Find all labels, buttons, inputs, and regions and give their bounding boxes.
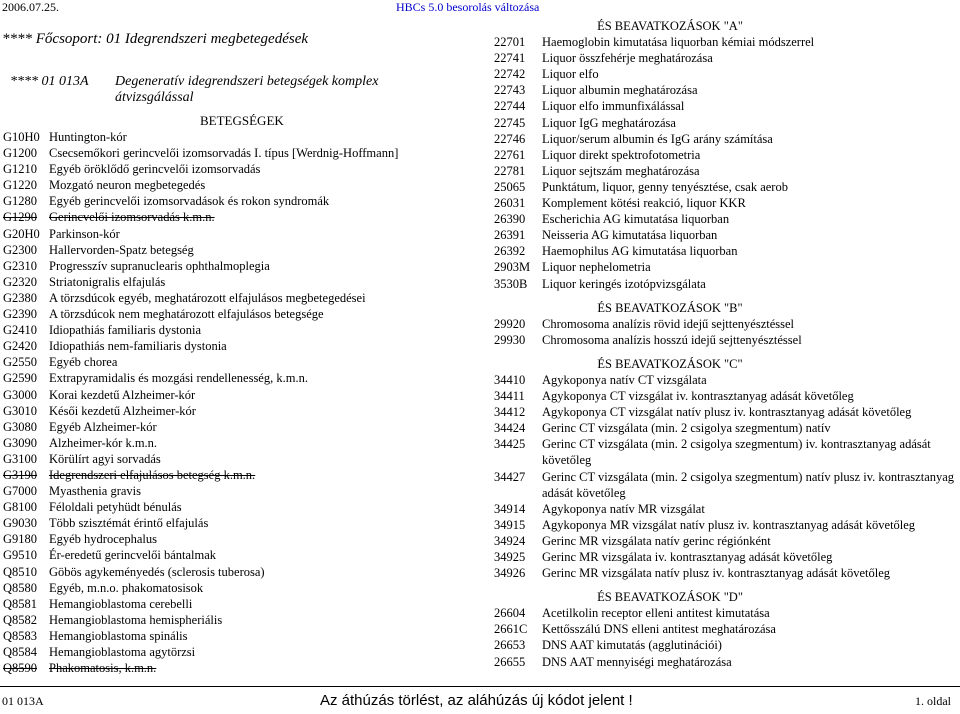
intervention-code: 26604 xyxy=(494,606,526,621)
disease-code: G2590 xyxy=(3,371,38,386)
intervention-description: Liquor direkt spektrofotometria xyxy=(542,147,701,162)
disease-code: G3010 xyxy=(3,403,38,418)
disease-code: G9180 xyxy=(3,532,38,547)
intervention-row xyxy=(494,66,960,82)
disease-row xyxy=(3,322,398,338)
intervention-code: 26392 xyxy=(494,244,526,259)
disease-row-deleted xyxy=(3,209,398,225)
intervention-code: 34425 xyxy=(494,437,526,452)
intervention-code: 26390 xyxy=(494,212,526,227)
intervention-code: 3530B xyxy=(494,276,528,291)
disease-code: G2300 xyxy=(3,242,38,257)
intervention-row xyxy=(494,332,960,348)
disease-code: G1210 xyxy=(3,162,38,177)
intervention-row xyxy=(494,147,960,163)
intervention-code: 26391 xyxy=(494,228,526,243)
disease-description: Hemangioblastoma spinális xyxy=(49,628,188,643)
intervention-description: Liquor keringés izotópvizsgálata xyxy=(542,276,706,291)
disease-code: G2390 xyxy=(3,307,38,322)
intervention-code: 22744 xyxy=(494,99,526,114)
intervention-section-heading: ÉS BEAVATKOZÁSOK "D" xyxy=(597,590,743,605)
disease-description: Idiopathiás familiaris dystonia xyxy=(49,323,202,338)
disease-row xyxy=(3,354,398,370)
disease-row xyxy=(3,403,398,419)
disease-code: G7000 xyxy=(3,484,38,499)
intervention-code: 29930 xyxy=(494,332,526,347)
disease-description: Idiopathiás nem-familiaris dystonia xyxy=(49,339,227,354)
disease-description: Progresszív supranuclearis ophthalmoplegia xyxy=(49,258,270,273)
disease-row xyxy=(3,531,398,547)
disease-code: G9510 xyxy=(3,548,38,563)
disease-description: Idegrendszeri elfajulásos betegség k.m.n. xyxy=(49,467,256,482)
disease-code: G10H0 xyxy=(3,130,40,144)
disease-row xyxy=(3,612,398,628)
intervention-description: Liquor sejtszám meghatározása xyxy=(542,163,700,178)
intervention-description: Gerinc MR vizsgálata iv. kontrasztanyag adását követőleg xyxy=(542,550,833,564)
disease-row xyxy=(3,129,398,145)
disease-row xyxy=(3,499,398,515)
diseases-heading: BETEGSÉGEK xyxy=(200,113,284,128)
intervention-description: Gerinc MR vizsgálata natív plusz iv. kontrasztanyag adását követőleg xyxy=(542,566,891,581)
disease-code: Q8510 xyxy=(3,564,38,579)
disease-code: G8100 xyxy=(3,500,38,515)
footer-divider xyxy=(0,686,960,687)
intervention-code: 22741 xyxy=(494,51,526,66)
disease-code: G3080 xyxy=(3,419,38,434)
disease-description: Göbös agykeményedés (sclerosis tuberosa) xyxy=(49,564,265,579)
disease-row xyxy=(3,290,398,306)
disease-row xyxy=(3,306,398,322)
intervention-row xyxy=(494,195,960,211)
intervention-row xyxy=(494,404,960,420)
disease-code: G3190 xyxy=(3,467,38,482)
page-number: 1. oldal xyxy=(915,694,951,708)
intervention-description: Liquor albumin meghatározása xyxy=(542,83,698,98)
disease-row xyxy=(3,596,398,612)
disease-row xyxy=(3,628,398,644)
intervention-row xyxy=(494,420,960,436)
disease-description: Alzheimer-kór k.m.n. xyxy=(49,435,158,450)
disease-description: Egyéb gerincvelői izomsorvadások és rokon syndromák xyxy=(49,194,330,209)
intervention-description: Liquor/serum albumin és IgG arány számítása xyxy=(542,131,773,146)
intervention-row xyxy=(494,388,960,404)
disease-row xyxy=(3,564,398,580)
disease-code: G1200 xyxy=(3,146,38,161)
intervention-description: Haemophilus AG kimutatása liquorban xyxy=(542,244,738,259)
disease-row xyxy=(3,274,398,290)
disease-description: A törzsdúcok egyéb, meghatározott elfajulásos megbetegedései xyxy=(49,290,366,305)
intervention-code: 26653 xyxy=(494,638,526,653)
intervention-code: 26655 xyxy=(494,654,526,669)
disease-row xyxy=(3,644,398,660)
section-gap xyxy=(494,292,960,300)
disease-row-deleted xyxy=(3,660,398,676)
disease-code: G1290 xyxy=(3,210,38,225)
intervention-code: 34925 xyxy=(494,550,526,564)
disease-code: Q8583 xyxy=(3,628,38,643)
disease-row xyxy=(3,145,398,161)
disease-description: Hemangioblastoma cerebelli xyxy=(49,596,193,611)
intervention-row xyxy=(494,316,960,332)
disease-row xyxy=(3,547,398,563)
disease-code: Q8582 xyxy=(3,612,38,627)
intervention-code: 34424 xyxy=(494,421,526,436)
disease-code: G1280 xyxy=(3,194,38,209)
intervention-code: 34411 xyxy=(494,389,525,404)
disease-description: Egyéb hydrocephalus xyxy=(49,532,157,547)
disease-row xyxy=(3,370,398,386)
intervention-description: Gerinc CT vizsgálata (min. 2 csigolya szegmentum) natív plusz iv. kontrasztanyag adását követőleg xyxy=(542,469,955,500)
disease-description: Striatonigralis elfajulás xyxy=(49,274,166,289)
disease-description: Csecsemőkori gerincvelői izomsorvadás I. típus [Werdnig-Hoffmann] xyxy=(49,146,399,161)
intervention-code: 2661C xyxy=(494,622,528,637)
disease-description: Késői kezdetű Alzheimer-kór xyxy=(49,403,196,418)
intervention-description: Liquor IgG meghatározása xyxy=(542,115,676,130)
intervention-row xyxy=(494,227,960,243)
intervention-row xyxy=(494,50,960,66)
disease-description: Gerincvelői izomsorvadás k.m.n. xyxy=(49,210,215,225)
disease-code: G2550 xyxy=(3,355,38,370)
disease-code: Q8580 xyxy=(3,580,38,595)
intervention-code: 29920 xyxy=(494,316,526,331)
disease-row xyxy=(3,161,398,177)
disease-code: Q8590 xyxy=(3,661,38,676)
disease-row xyxy=(3,515,398,531)
disease-row xyxy=(3,258,398,274)
disease-code: G2410 xyxy=(3,323,38,338)
intervention-code: 22742 xyxy=(494,67,526,82)
intervention-description: Agykoponya MR vizsgálat natív plusz iv. kontrasztanyag adását követőleg xyxy=(542,517,916,532)
disease-code: G9030 xyxy=(3,516,38,531)
intervention-row xyxy=(494,259,960,275)
disease-row xyxy=(3,387,398,403)
intervention-row xyxy=(494,115,960,131)
section-gap xyxy=(494,581,960,589)
disease-code: G3100 xyxy=(3,451,38,466)
disease-description: Phakomatosis, k.m.n. xyxy=(49,661,157,676)
intervention-row xyxy=(494,565,960,581)
intervention-code: 22746 xyxy=(494,131,526,146)
disease-code: G1220 xyxy=(3,178,38,193)
intervention-row xyxy=(494,621,960,637)
disease-row xyxy=(3,242,398,258)
intervention-code: 26031 xyxy=(494,196,526,211)
intervention-row xyxy=(494,276,960,292)
intervention-row xyxy=(494,98,960,114)
disease-code: G2380 xyxy=(3,290,38,305)
disease-row xyxy=(3,226,398,242)
disease-row xyxy=(3,193,398,209)
subgroup-title: Degeneratív idegrendszeri betegségek komplex átvizsgálással xyxy=(115,74,379,105)
disease-description: Huntington-kór xyxy=(49,130,127,144)
intervention-code: 34915 xyxy=(494,517,526,532)
intervention-description: Gerinc CT vizsgálata (min. 2 csigolya szegmentum) natív xyxy=(542,421,831,436)
disease-row xyxy=(3,483,398,499)
intervention-code: 22701 xyxy=(494,35,526,50)
intervention-description: Agykoponya CT vizsgálat natív plusz iv. kontrasztanyag adását követőleg xyxy=(542,405,912,420)
disease-description: Hallervorden-Spatz betegség xyxy=(49,242,194,257)
intervention-row xyxy=(494,605,960,621)
intervention-row xyxy=(494,372,960,388)
intervention-code: 34924 xyxy=(494,533,526,548)
disease-description: Több szisztémát érintő elfajulás xyxy=(49,516,209,531)
intervention-code: 22781 xyxy=(494,163,526,178)
disease-row xyxy=(3,177,398,193)
disease-code: G2320 xyxy=(3,274,38,289)
intervention-row xyxy=(494,131,960,147)
document-date: 2006.07.25. xyxy=(2,0,59,14)
intervention-description: Liquor elfo immunfixálással xyxy=(542,99,685,114)
section-gap xyxy=(494,348,960,356)
intervention-description: Liquor nephelometria xyxy=(542,260,651,275)
interventions-panel xyxy=(494,18,960,670)
intervention-code: 34926 xyxy=(494,566,526,581)
subgroup-code: **** 01 013A xyxy=(10,74,89,89)
disease-description: Féloldali petyhüdt bénulás xyxy=(49,500,182,515)
intervention-description: Escherichia AG kimutatása liquorban xyxy=(542,212,730,227)
intervention-code: 34412 xyxy=(494,405,526,420)
intervention-description: Liquor elfo xyxy=(542,67,599,82)
disease-description: Egyéb chorea xyxy=(49,355,118,370)
intervention-description: Haemoglobin kimutatása liquorban kémiai módszerrel xyxy=(542,35,815,50)
footer-message: Az áthúzás törlést, az aláhúzás új kódot jelent ! xyxy=(320,692,633,709)
disease-code: Q8584 xyxy=(3,645,38,659)
intervention-code: 2903M xyxy=(494,260,531,275)
intervention-row xyxy=(494,517,960,533)
intervention-description: Acetilkolin receptor elleni antitest kimutatása xyxy=(542,606,770,621)
intervention-row xyxy=(494,82,960,98)
disease-code: G20H0 xyxy=(3,226,40,241)
intervention-row xyxy=(494,654,960,670)
intervention-code: 22761 xyxy=(494,147,526,162)
intervention-row xyxy=(494,211,960,227)
version-note: HBCs 5.0 besorolás változása xyxy=(396,0,540,14)
intervention-row xyxy=(494,549,960,565)
disease-code: G3090 xyxy=(3,435,38,450)
disease-code: Q8581 xyxy=(3,596,38,611)
disease-description: Körülírt agyi sorvadás xyxy=(49,451,161,466)
intervention-description: DNS AAT mennyiségi meghatározása xyxy=(542,654,732,669)
disease-description: A törzsdúcok nem meghatározott elfajulásos betegsége xyxy=(49,307,324,322)
intervention-description: Agykoponya natív CT vizsgálata xyxy=(542,372,707,387)
disease-row xyxy=(3,451,398,467)
disease-row xyxy=(3,338,398,354)
intervention-code: 34914 xyxy=(494,501,526,516)
disease-description: Egyéb öröklődő gerincvelői izomsorvadás xyxy=(49,162,261,177)
disease-row-deleted xyxy=(3,467,398,483)
intervention-code: 22743 xyxy=(494,83,526,98)
disease-description: Extrapyramidalis és mozgási rendellenesség, k.m.n. xyxy=(49,371,308,386)
intervention-row xyxy=(494,436,960,468)
intervention-code: 34410 xyxy=(494,372,526,387)
intervention-section-heading: ÉS BEAVATKOZÁSOK "C" xyxy=(597,356,743,371)
intervention-code: 34427 xyxy=(494,469,526,484)
intervention-row xyxy=(494,469,960,501)
disease-description: Ér-eredetű gerincvelői bántalmak xyxy=(49,548,217,563)
intervention-description: Chromosoma analízis rövid idejű sejttenyésztéssel xyxy=(542,316,795,331)
disease-description: Hemangioblastoma hemispheriális xyxy=(49,612,223,627)
disease-row xyxy=(3,435,398,451)
intervention-description: Agykoponya CT vizsgálat iv. kontrasztanyag adását követőleg xyxy=(542,389,854,404)
intervention-row xyxy=(494,637,960,653)
disease-list xyxy=(3,129,398,676)
intervention-row xyxy=(494,533,960,549)
disease-description: Hemangioblastoma agytörzsi xyxy=(49,645,196,659)
intervention-description: Liquor összfehérje meghatározása xyxy=(542,51,713,66)
intervention-row xyxy=(494,34,960,50)
disease-row xyxy=(3,580,398,596)
intervention-row xyxy=(494,179,960,195)
intervention-code: 22745 xyxy=(494,115,526,130)
intervention-description: Gerinc CT vizsgálata (min. 2 csigolya szegmentum) iv. kontrasztanyag adását követőleg xyxy=(542,437,931,468)
intervention-description: Agykoponya natív MR vizsgálat xyxy=(542,501,705,516)
disease-code: G2420 xyxy=(3,339,38,354)
intervention-description: Gerinc MR vizsgálata natív gerinc régiónként xyxy=(542,533,771,548)
intervention-description: Kettősszálú DNS elleni antitest meghatározása xyxy=(542,622,776,637)
intervention-code: 25065 xyxy=(494,179,526,194)
main-group-title: **** Főcsoport: 01 Idegrendszeri megbetegedések xyxy=(2,31,309,47)
intervention-description: DNS AAT kimutatás (agglutinációi) xyxy=(542,638,722,653)
disease-row xyxy=(3,419,398,435)
intervention-section-heading: ÉS BEAVATKOZÁSOK "A" xyxy=(597,19,743,33)
disease-description: Mozgató neuron megbetegedés xyxy=(49,178,206,193)
disease-description: Korai kezdetű Alzheimer-kór xyxy=(49,387,196,402)
disease-code: G2310 xyxy=(3,258,38,273)
intervention-description: Punktátum, liquor, genny tenyésztése, csak aerob xyxy=(542,179,788,194)
intervention-description: Komplement kötési reakció, liquor KKR xyxy=(542,196,746,211)
disease-description: Myasthenia gravis xyxy=(49,484,141,499)
disease-description: Parkinson-kór xyxy=(49,226,120,241)
intervention-row xyxy=(494,243,960,259)
disease-code: G3000 xyxy=(3,387,38,402)
disease-description: Egyéb Alzheimer-kór xyxy=(49,419,157,434)
intervention-description: Chromosoma analízis hosszú idejű sejttenyésztéssel xyxy=(542,332,802,347)
intervention-row xyxy=(494,501,960,517)
intervention-section-heading: ÉS BEAVATKOZÁSOK "B" xyxy=(597,300,743,315)
intervention-row xyxy=(494,163,960,179)
disease-description: Egyéb, m.n.o. phakomatosisok xyxy=(49,580,204,595)
intervention-description: Neisseria AG kimutatása liquorban xyxy=(542,228,718,243)
footer-code: 01 013A xyxy=(2,694,44,708)
